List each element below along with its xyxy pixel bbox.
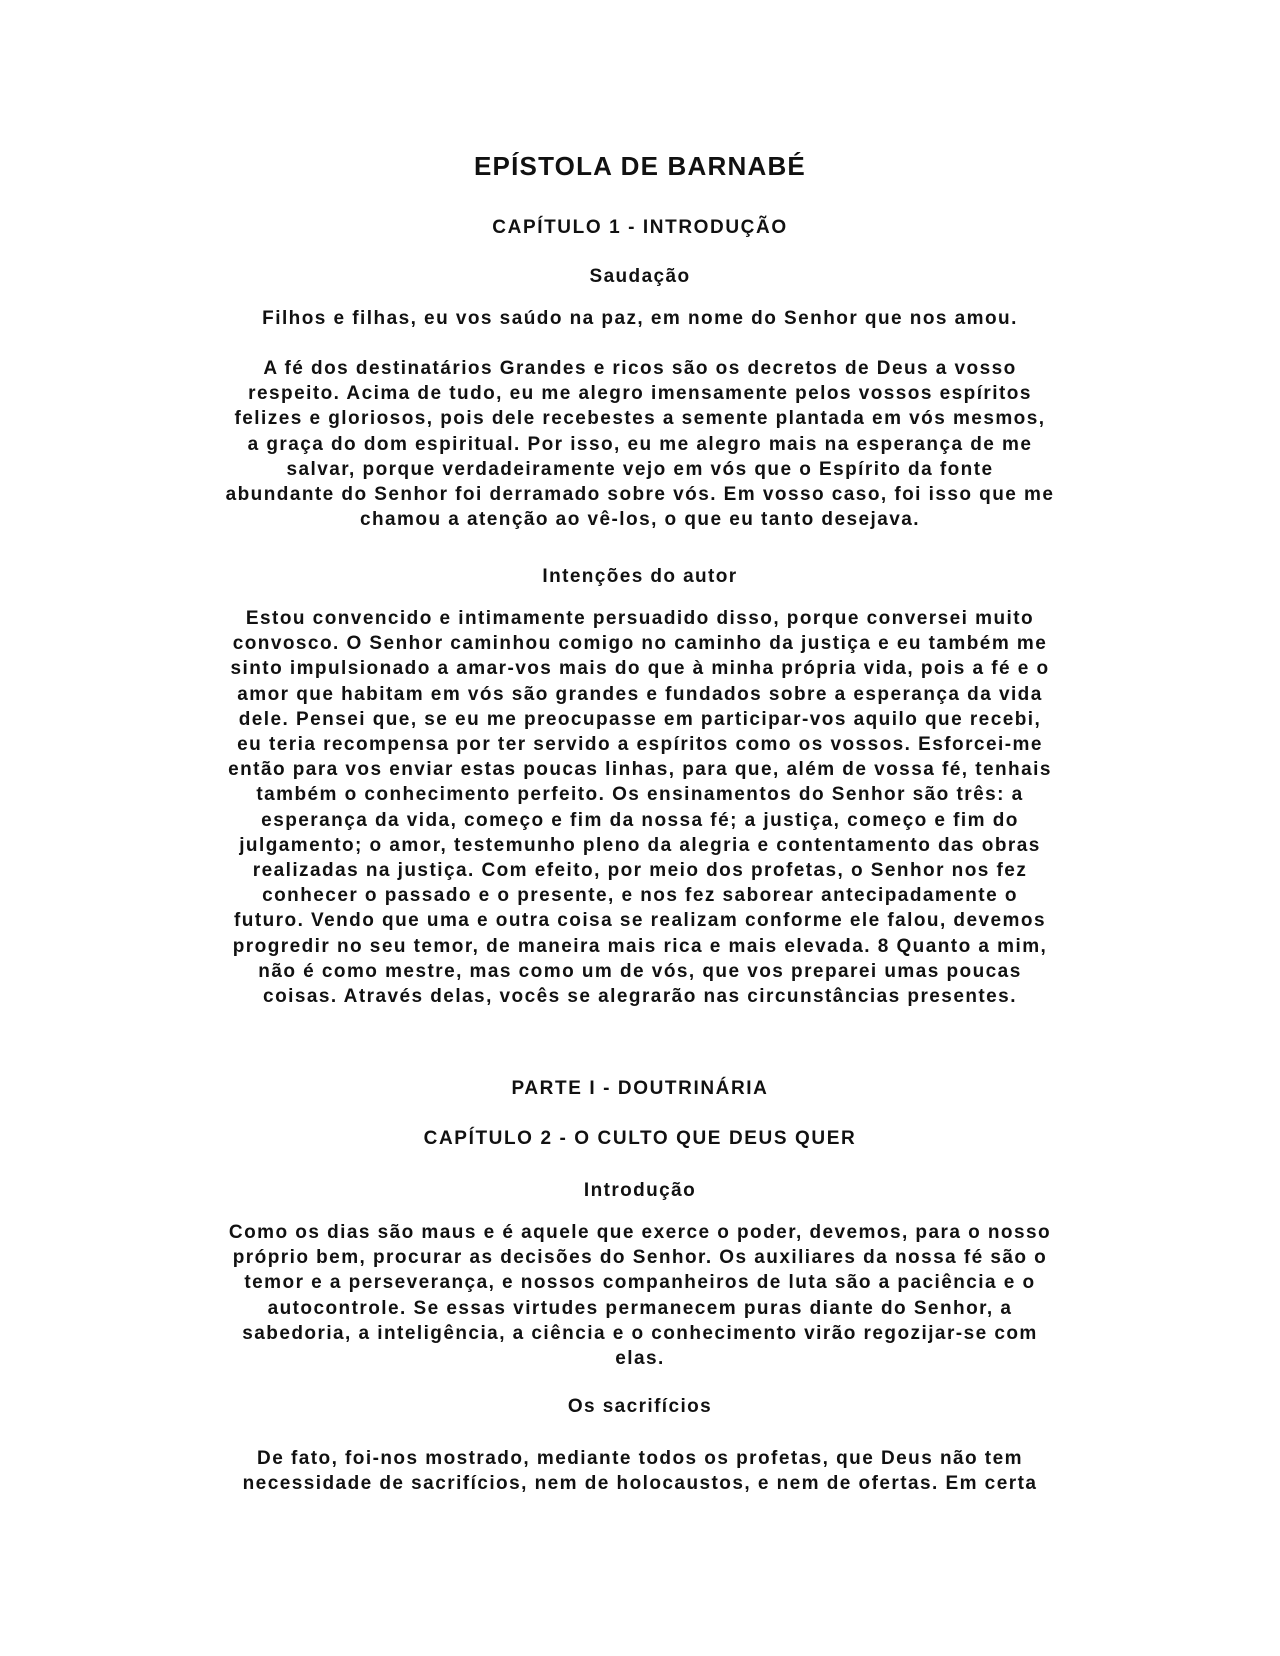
text-line: elas. (615, 1348, 665, 1370)
text-line: próprio bem, procurar as decisões do Senhor. Os auxiliares da nossa fé são o (232, 1247, 1048, 1269)
text-line: amor que habitam em vós são grandes e fundados sobre a esperança da vida (237, 683, 1043, 705)
text-line: futuro. Vendo que uma e outra coisa se realizam conforme ele falou, devemos (234, 910, 1046, 932)
text-line: autocontrole. Se essas virtudes permanecem puras diante do Senhor, a (267, 1297, 1013, 1319)
text-line: felizes e gloriosos, pois dele recebestes a semente plantada em vós mesmos, (234, 408, 1046, 430)
text-line: julgamento; o amor, testemunho pleno da alegria e contentamento das obras (239, 834, 1041, 856)
text-line: também o conhecimento perfeito. Os ensinamentos do Senhor são três: a (256, 784, 1024, 806)
text-line: sabedoria, a inteligência, a ciência e o conhecimento virão regozijar-se com (242, 1322, 1038, 1344)
text-line: coisas. Através delas, vocês se alegrarão nas circunstâncias presentes. (263, 986, 1017, 1008)
document-title: EPÍSTOLA DE BARNABÉ (474, 151, 806, 181)
text-line: Como os dias são maus e é aquele que exerce o poder, devemos, para o nosso (228, 1222, 1052, 1243)
section-heading-introducao: Introdução (583, 1180, 697, 1201)
text-line: Filhos e filhas, eu vos saúdo na paz, em nome do Senhor que nos amou. (262, 308, 1018, 329)
chapter-1-heading: CAPÍTULO 1 - INTRODUÇÃO (492, 217, 788, 238)
text-line: sinto impulsionado a amar-vos mais do que à minha própria vida, pois a fé e o (230, 658, 1050, 680)
paragraph-sacrifices (160, 1446, 1120, 1496)
text-line: não é como mestre, mas como um de vós, que vos preparei umas poucas (258, 960, 1022, 982)
text-line: respeito. Acima de tudo, eu me alegro imensamente pelos vossos espíritos (248, 383, 1032, 405)
paragraph-author-intentions (160, 606, 1120, 1009)
text-line: progredir no seu temor, de maneira mais rica e mais elevada. 8 Quanto a mim, (232, 935, 1048, 957)
paragraph-faith-of-recipients (160, 356, 1120, 532)
text-line: abundante do Senhor foi derramado sobre vós. Em vosso caso, foi isso que me (225, 484, 1055, 506)
text-line: convosco. O Senhor caminhou comigo no caminho da justiça e eu também me (232, 633, 1048, 655)
text-line: necessidade de sacrifícios, nem de holocaustos, e nem de ofertas. Em certa (242, 1473, 1038, 1495)
part-1-heading: PARTE I - DOUTRINÁRIA (511, 1078, 769, 1099)
text-line: A fé dos destinatários Grandes e ricos são os decretos de Deus a vosso (263, 358, 1017, 379)
text-line: chamou a atenção ao vê-los, o que eu tanto desejava. (359, 509, 921, 531)
text-line: temor e a perseverança, e nossos companheiros de luta são a paciência e o (244, 1272, 1036, 1294)
paragraph-introduction (160, 1220, 1120, 1371)
section-heading-sacrificios: Os sacrifícios (567, 1396, 713, 1417)
text-line: De fato, foi-nos mostrado, mediante todos os profetas, que Deus não tem (257, 1448, 1023, 1469)
text-line: salvar, porque verdadeiramente vejo em vós que o Espírito da fonte (286, 458, 994, 480)
section-heading-intencoes: Intenções do autor (542, 566, 738, 587)
saudacao-paragraph (160, 306, 1120, 331)
text-line: a graça do dom espiritual. Por isso, eu me alegro mais na esperança de me (247, 433, 1033, 455)
text-line: dele. Pensei que, se eu me preocupasse em participar-vos aquilo que recebi, (238, 708, 1042, 730)
text-line: esperança da vida, começo e fim da nossa fé; a justiça, começo e fim do (261, 809, 1019, 831)
text-line: conhecer o passado e o presente, e nos fez saborear antecipadamente o (262, 885, 1018, 907)
chapter-2-heading: CAPÍTULO 2 - O CULTO QUE DEUS QUER (423, 1128, 857, 1149)
section-heading-saudacao: Saudação (589, 266, 691, 287)
text-line: Estou convencido e intimamente persuadido disso, porque conversei muito (245, 608, 1035, 629)
text-line: realizadas na justiça. Com efeito, por meio dos profetas, o Senhor nos fez (252, 860, 1028, 882)
text-line: então para vos enviar estas poucas linhas, para que, além de vossa fé, tenhais (228, 759, 1052, 781)
text-line: eu teria recompensa por ter servido a espíritos como os vossos. Esforcei-me (237, 734, 1043, 756)
